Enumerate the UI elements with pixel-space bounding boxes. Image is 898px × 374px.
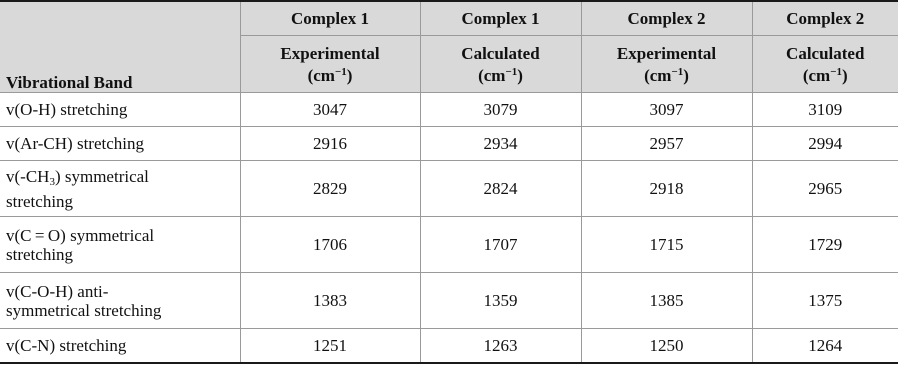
column-header-method: [420, 36, 581, 93]
column-header-method: [240, 36, 420, 93]
column-header-method: [752, 36, 898, 93]
band-name-cell: v(C-N) stretching: [0, 329, 240, 364]
unit-exponent: −1: [334, 65, 347, 78]
value-cell: 1706: [240, 217, 420, 273]
unit-open: (cm: [307, 65, 335, 85]
value-cell: 2824: [420, 161, 581, 217]
value-cell: 2965: [752, 161, 898, 217]
value-cell: 1251: [240, 329, 420, 364]
table-row: [0, 93, 898, 127]
value-cell: 1707: [420, 217, 581, 273]
unit-close: ): [683, 65, 689, 85]
band-name-cell: v(O-H) stretching: [0, 93, 240, 127]
band-name-part: v(-CH: [6, 166, 50, 186]
column-header-method: [581, 36, 752, 93]
band-name-part: ) symmetrical: [54, 166, 149, 186]
value-cell: 2994: [752, 127, 898, 161]
value-cell: 1250: [581, 329, 752, 364]
value-cell: 1263: [420, 329, 581, 364]
unit-exponent: −1: [830, 65, 842, 78]
value-cell: 1385: [581, 273, 752, 329]
unit-close: ): [841, 65, 848, 85]
band-name-line2: symmetrical stretching: [6, 300, 162, 320]
value-cell: 2918: [581, 161, 752, 217]
table-row: [0, 329, 898, 364]
value-cell: 2957: [581, 127, 752, 161]
band-name-line1: v(C-O-H) anti-: [6, 281, 109, 301]
header-row-group: [0, 1, 898, 36]
table-row: [0, 217, 898, 273]
band-name-cell: v(Ar-CH) stretching: [0, 127, 240, 161]
unit-close: ): [517, 65, 523, 85]
unit-exponent: −1: [505, 65, 518, 78]
column-header-group: Complex 1: [240, 1, 420, 36]
value-cell: 1715: [581, 217, 752, 273]
column-header-group: Complex 2: [581, 1, 752, 36]
table-row: [0, 273, 898, 329]
unit-exponent: −1: [671, 65, 684, 78]
band-name-cell: [0, 273, 240, 329]
value-cell: 1383: [240, 273, 420, 329]
table-row: [0, 127, 898, 161]
value-cell: 3097: [581, 93, 752, 127]
band-name-subscript: 3: [49, 175, 55, 188]
band-name-cell: [0, 161, 240, 217]
value-cell: 2934: [420, 127, 581, 161]
column-header-group: Complex 2: [752, 1, 898, 36]
method-label: Experimental: [616, 43, 717, 63]
value-cell: 1375: [752, 273, 898, 329]
value-cell: 1359: [420, 273, 581, 329]
unit-open: (cm: [644, 65, 672, 85]
method-label: Experimental: [280, 43, 380, 63]
unit-open: (cm: [478, 65, 506, 85]
method-label: Calculated: [786, 43, 865, 63]
value-cell: 1264: [752, 329, 898, 364]
value-cell: 2829: [240, 161, 420, 217]
band-name-line1: v(C = O) symmetrical: [6, 225, 155, 245]
method-label: Calculated: [461, 43, 540, 63]
band-name-line2: stretching: [6, 191, 74, 211]
column-header-band: Vibrational Band: [0, 1, 240, 93]
unit-open: (cm: [802, 65, 831, 85]
band-name-cell: [0, 217, 240, 273]
value-cell: 2916: [240, 127, 420, 161]
value-cell: 3047: [240, 93, 420, 127]
band-name-line2: stretching: [6, 244, 74, 264]
value-cell: 3079: [420, 93, 581, 127]
column-header-group: Complex 1: [420, 1, 581, 36]
value-cell: 3109: [752, 93, 898, 127]
value-cell: 1729: [752, 217, 898, 273]
unit-close: ): [346, 65, 353, 85]
table-row: [0, 161, 898, 217]
